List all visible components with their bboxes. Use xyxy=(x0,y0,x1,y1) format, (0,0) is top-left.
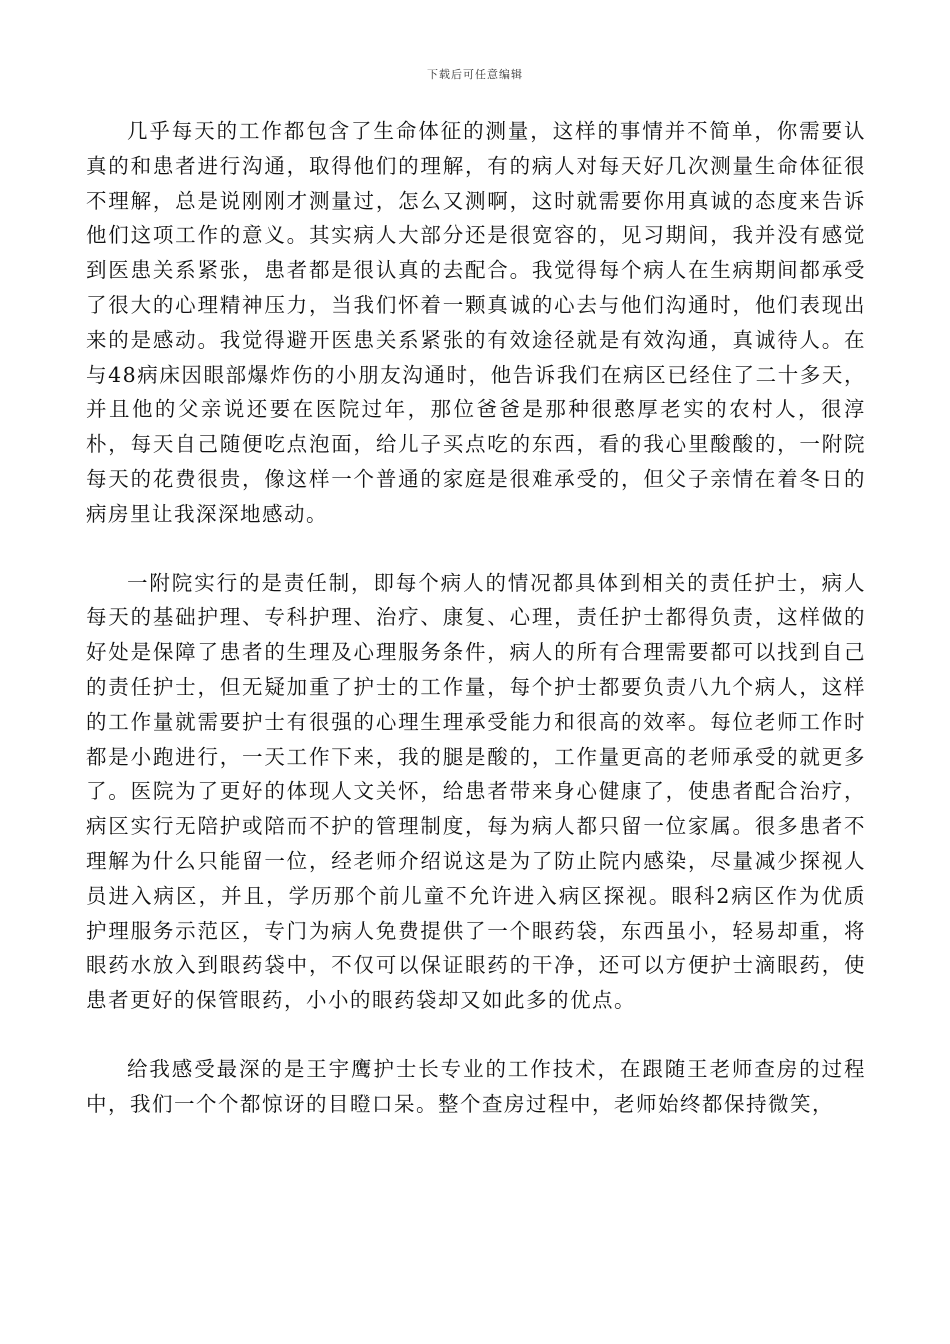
document-body xyxy=(86,114,866,1156)
paragraph-vital-signs: 几乎每天的工作都包含了生命体征的测量，这样的事情并不简单，你需要认真的和患者进行沟通，取得他们的理解，有的病人对每天好几次测量生命体征很不理解，总是说刚刚才测量过，怎么又测啊，这时就需要你用真诚的态度来告诉他们这项工作的意义。其实病人大部分还是很宽容的，见习期间，我并没有感觉到医患关系紧张，患者都是很认真的去配合。我觉得每个病人在生病期间都承受了很大的心理精神压力，当我们怀着一颗真诚的心去与他们沟通时，他们表现出来的是感动。我觉得避开医患关系紧张的有效途径就是有效沟通，真诚待人。在与48病床因眼部爆炸伤的小朋友沟通时，他告诉我们在病区已经住了二十多天，并且他的父亲说还要在医院过年，那位爸爸是那种很憨厚老实的农村人，很淳朴，每天自己随便吃点泡面，给儿子买点吃的东西，看的我心里酸酸的，一附院每天的花费很贵，像这样一个普通的家庭是很难承受的，但父子亲情在着冬日的病房里让我深深地感动。 xyxy=(86,119,866,526)
paragraph-head-nurse: 给我感受最深的是王宇鹰护士长专业的工作技术，在跟随王老师查房的过程中，我们一个个都惊讶的目瞪口呆。整个查房过程中，老师始终都保持微笑， xyxy=(86,1056,866,1116)
paragraph-responsibility-system: 一附院实行的是责任制，即每个病人的情况都具体到相关的责任护士，病人每天的基础护理、专科护理、治疗、康复、心理，责任护士都得负责，这样做的好处是保障了患者的生理及心理服务条件，病人的所有合理需要都可以找到自己的责任护士，但无疑加重了护士的工作量，每个护士都要负责八九个病人，这样的工作量就需要护士有很强的心理生理承受能力和很高的效率。每位老师工作时都是小跑进行，一天工作下来，我的腿是酸的，工作量更高的老师承受的就更多了。医院为了更好的体现人文关怀，给患者带来身心健康了，使患者配合治疗，病区实行无陪护或陪而不护的管理制度，每为病人都只留一位家属。很多患者不理解为什么只能留一位，经老师介绍说这是为了防止院内感染，尽量减少探视人员进入病区，并且，学历那个前儿童不允许进入病区探视。眼科2病区作为优质护理服务示范区，专门为病人免费提供了一个眼药袋，东西虽小，轻易却重，将眼药水放入到眼药袋中，不仅可以保证眼药的干净，还可以方便护士滴眼药，使患者更好的保管眼药，小小的眼药袋却又如此多的优点。 xyxy=(86,570,866,1013)
page-header-note: 下载后可任意编辑 xyxy=(427,68,523,81)
